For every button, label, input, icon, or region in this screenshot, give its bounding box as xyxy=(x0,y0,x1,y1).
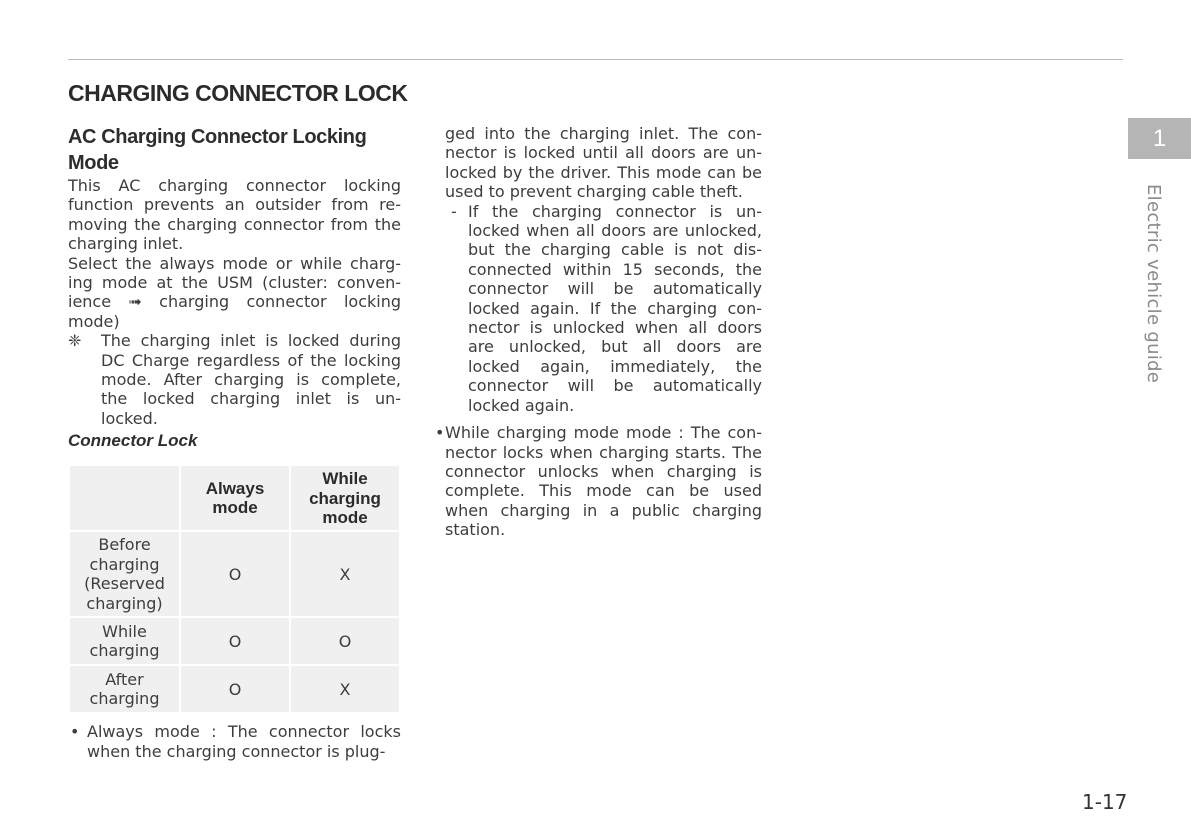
while-mode-bullet xyxy=(435,423,762,539)
table-row xyxy=(69,617,400,665)
right-column xyxy=(435,124,762,540)
note xyxy=(68,331,401,428)
always-cell: O xyxy=(180,665,290,713)
note-icon: ❈ xyxy=(68,331,82,351)
dash-icon: - xyxy=(451,201,457,221)
chapter-number: 1 xyxy=(1152,124,1167,152)
left-column xyxy=(68,124,401,761)
connector-lock-heading: Connector Lock xyxy=(68,431,198,451)
chapter-tab xyxy=(1128,118,1191,159)
section-heading: AC Charging Connector Locking Mode xyxy=(68,126,367,174)
while-cell: X xyxy=(290,531,400,617)
page-number: 1-17 xyxy=(1082,790,1128,814)
table-header-while: While charging mode xyxy=(290,465,400,531)
page-title: CHARGING CONNECTOR LOCK xyxy=(68,80,408,106)
row-label: While charging xyxy=(69,617,180,665)
while-mode-text: While charging mode mode : The con-nector locks when charging starts. The connector unlocks when charging is complete. This mode can be used when charging in a public charging station. xyxy=(445,423,762,540)
while-cell: X xyxy=(290,665,400,713)
top-rule xyxy=(68,59,1123,60)
table-header-always: Always mode xyxy=(180,465,290,531)
row-label: After charging xyxy=(69,665,180,713)
intro-paragraph: This AC charging connector locking function prevents an outsider from re-moving the charging connector from the charging inlet. xyxy=(68,176,401,254)
always-mode-bullet xyxy=(68,722,401,761)
always-mode-continued: ged into the charging inlet. The con-nector is locked until all doors are un-locked by the driver. This mode can be used to prevent charging cable theft. xyxy=(445,124,762,202)
always-cell: O xyxy=(180,617,290,665)
while-cell: O xyxy=(290,617,400,665)
dash-text: If the charging connector is un-locked when all doors are unlocked, but the charging cable is not dis-connected within 15 seconds, the connector will be automatically locked again. If the charging con-nector is unlocked when all doors are unlocked, but all doors are locked again, immediately, the connector will be automatically locked again. xyxy=(468,201,762,415)
table-row xyxy=(69,665,400,713)
chapter-label: Electric vehicle guide xyxy=(1143,184,1164,384)
row-label: Before charging (Reserved charging) xyxy=(69,531,180,617)
dash-item xyxy=(435,202,762,415)
bullet-icon: • xyxy=(435,423,445,443)
connector-lock-table xyxy=(68,464,401,714)
note-text: The charging inlet is locked during DC Charge regardless of the locking mode. After charging is complete, the locked charging inlet is un-locked. xyxy=(101,331,401,428)
select-mode-paragraph: Select the always mode or while charg-ing mode at the USM (cluster: conven-ience ➟ charging connector locking mode) xyxy=(68,253,401,331)
always-cell: O xyxy=(180,531,290,617)
table-header-empty xyxy=(69,465,180,531)
always-mode-text: Always mode : The connector locks when the charging connector is plug- xyxy=(87,722,401,761)
table-row xyxy=(69,531,400,617)
bullet-icon: • xyxy=(70,722,80,742)
